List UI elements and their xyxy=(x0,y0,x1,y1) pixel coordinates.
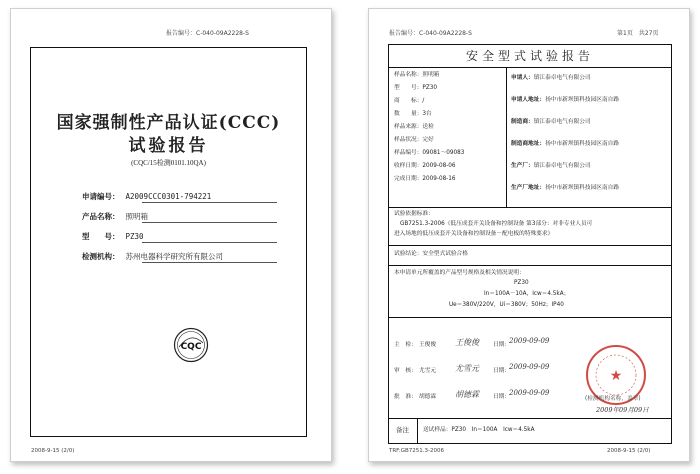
test-conclusion: 试验结论：安全型式试验合格 xyxy=(394,251,468,257)
cover-report-number: 报告编号：C-040-09A2228-S xyxy=(166,30,249,37)
field-value: PZ30 xyxy=(125,232,144,241)
cover-field-testing-agency xyxy=(82,251,223,262)
column-divider xyxy=(417,418,418,443)
report-number: 报告编号：C-040-09A2228-S xyxy=(389,30,472,37)
test-basis-line1: GB7251.3-2006《低压成套开关设备和控制设备 第3部分：对非专业人员可 xyxy=(400,221,593,227)
remark-label: 备注 xyxy=(396,426,409,434)
signed-date: 2009-09-09 xyxy=(509,363,550,371)
cover-field-model xyxy=(82,231,144,242)
cover-footer: 2008-9-15 (2/0) xyxy=(31,448,75,454)
scope-title: 本申请单元所覆盖的产品型号规格及相关情况说明： xyxy=(394,270,525,276)
company-value: 镇江泰卓电气有限公司 xyxy=(533,163,591,169)
company-label: 生产厂地址： xyxy=(511,185,546,191)
test-basis-line2: 进入场地的低压成套开关设备和控制设备－配电板的特殊要求》 xyxy=(394,231,554,237)
signed-date: 2009-09-09 xyxy=(509,337,550,345)
company-row xyxy=(511,75,591,82)
field-label: 检测机构： xyxy=(82,252,120,261)
cover-subtitle: (CQC/15检测0101.10QA) xyxy=(131,159,206,167)
field-label: 产品名称： xyxy=(82,212,120,221)
sample-row: 商 标：/ xyxy=(394,98,425,104)
signer-label: 主 检： xyxy=(394,342,417,348)
signer-label: 批 准： xyxy=(394,394,417,400)
field-label: 型 号： xyxy=(82,232,120,241)
column-divider xyxy=(506,67,507,207)
field-value: 照明箱 xyxy=(125,212,148,221)
company-row xyxy=(511,141,619,148)
cover-title-line2: 试验报告 xyxy=(128,136,209,156)
underline xyxy=(142,262,277,263)
company-label: 生产厂： xyxy=(511,163,534,169)
divider xyxy=(389,418,671,419)
divider xyxy=(389,245,671,246)
signer-printed-name: 王俊俊 xyxy=(419,342,437,348)
remark-text: 送试样品：PZ30 In＝100A Icw＝4.5kA xyxy=(423,427,535,433)
company-value: 扬中市新坝镇科技园区南自路 xyxy=(545,141,620,147)
signed-date: 2009-09-09 xyxy=(509,389,550,397)
scope-line2: Ue＝380V/220V，Ui＝380V；50Hz；IP40 xyxy=(449,302,564,308)
company-label: 申请人地址： xyxy=(511,97,546,103)
divider xyxy=(389,207,671,208)
handwritten-signature: 尤雪元 xyxy=(455,364,479,373)
sample-row: 型 号：PZ30 xyxy=(394,85,438,91)
sample-row: 数 量：3台 xyxy=(394,111,432,117)
date-label: 日期： xyxy=(493,342,511,348)
field-value: A2009CCC0301-794221 xyxy=(125,192,212,201)
cover-title-line1: 国家强制性产品认证(CCC) xyxy=(56,113,281,133)
logo-text: CQC xyxy=(180,342,202,352)
date-label: 日期： xyxy=(493,394,511,400)
company-value: 镇江泰卓电气有限公司 xyxy=(533,119,591,125)
report-page xyxy=(368,8,690,462)
divider xyxy=(389,317,671,318)
company-value: 镇江泰卓电气有限公司 xyxy=(533,75,591,81)
sample-row: 收样日期：2009-08-06 xyxy=(394,163,456,169)
sample-row: 样品名称：照明箱 xyxy=(394,72,440,78)
divider xyxy=(389,265,671,266)
company-row xyxy=(511,163,591,170)
cover-field-application-no xyxy=(82,191,211,202)
field-label: 申请编号： xyxy=(82,192,120,201)
handwritten-signature: 王俊俊 xyxy=(455,338,479,347)
signer-label: 审 核： xyxy=(394,368,417,374)
svg-text:★: ★ xyxy=(609,368,623,384)
report-table xyxy=(388,44,672,444)
sample-row: 完成日期：2009-08-16 xyxy=(394,176,456,182)
company-row xyxy=(511,185,619,192)
report-footer-left: TRF:GB7251.3-2006 xyxy=(389,448,445,454)
sample-row: 样品状况：完好 xyxy=(394,137,434,143)
seal-caption: (检测机构名称，盖章) xyxy=(585,396,641,402)
report-footer-right: 2008-9-15 (2/0) xyxy=(607,448,651,454)
signer-printed-name: 胡德霖 xyxy=(419,394,437,400)
handwritten-signature: 胡德霖 xyxy=(455,390,479,399)
company-label: 制造商： xyxy=(511,119,534,125)
report-title: 安全型式试验报告 xyxy=(389,45,671,68)
underline xyxy=(142,242,277,243)
company-row xyxy=(511,119,591,126)
scope-line1: In＝100A－10A，Icw＝4.5kA； xyxy=(484,291,570,297)
company-row xyxy=(511,97,619,104)
cover-frame xyxy=(30,47,307,437)
company-label: 申请人： xyxy=(511,75,534,81)
date-label: 日期： xyxy=(493,368,511,374)
page-info: 第1页 共27页 xyxy=(617,30,659,37)
company-label: 制造商地址： xyxy=(511,141,546,147)
sample-row: 样品来源：送检 xyxy=(394,124,434,130)
sample-row: 样品编号：09081～09083 xyxy=(394,150,465,156)
signer-printed-name: 尤雪元 xyxy=(419,368,437,374)
company-value: 扬中市新坝镇科技园区南自路 xyxy=(545,185,620,191)
company-value: 扬中市新坝镇科技园区南自路 xyxy=(545,97,620,103)
underline xyxy=(142,222,277,223)
seal-date: 2009年09月09日 xyxy=(596,406,649,414)
field-value: 苏州电器科学研究所有限公司 xyxy=(125,252,223,261)
scope-model: PZ30 xyxy=(514,280,529,286)
cover-page xyxy=(10,8,332,462)
test-basis-label: 试验依据标准： xyxy=(394,211,434,217)
cqc-logo-icon xyxy=(173,327,209,363)
underline xyxy=(142,202,277,203)
cover-field-product-name xyxy=(82,211,148,222)
